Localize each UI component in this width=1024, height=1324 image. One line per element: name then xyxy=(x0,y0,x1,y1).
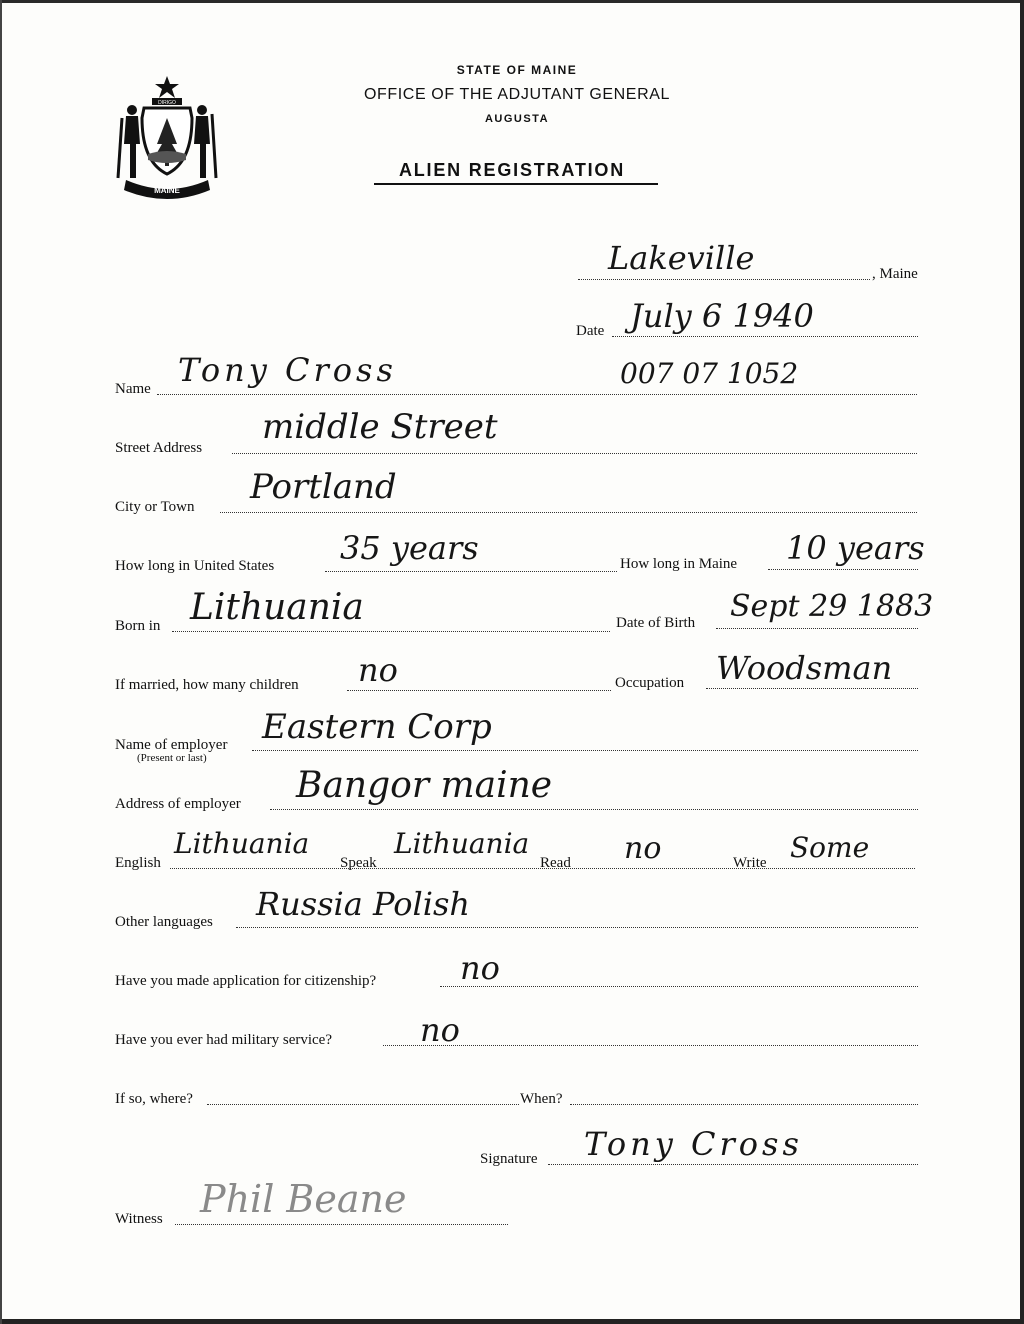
other-languages-label: Other languages xyxy=(115,914,213,930)
scan-edge-top xyxy=(0,0,1024,3)
city-label: City or Town xyxy=(115,499,195,515)
name-label: Name xyxy=(115,381,151,397)
maine-years-dots xyxy=(768,569,918,570)
us-years-label: How long in United States xyxy=(115,558,275,574)
employer-address-value: Bangor maine xyxy=(296,765,553,806)
occupation-label: Occupation xyxy=(615,675,685,691)
military-dots xyxy=(383,1045,918,1046)
date-dots xyxy=(612,336,918,337)
dob-dots xyxy=(716,628,918,629)
where-dots xyxy=(207,1104,519,1105)
header-office: OFFICE OF THE ADJUTANT GENERAL xyxy=(363,86,671,103)
street-label: Street Address xyxy=(115,440,203,456)
title-underline xyxy=(374,183,658,185)
other-languages-dots xyxy=(236,927,918,928)
street-dots xyxy=(232,453,917,454)
born-in-dots xyxy=(172,631,610,632)
town-label: , Maine xyxy=(872,266,918,282)
when-dots xyxy=(570,1104,918,1105)
born-in-value: Lithuania xyxy=(190,587,364,628)
us-years-dots xyxy=(325,571,617,572)
signature-label: Signature xyxy=(480,1151,538,1167)
scan-edge-left xyxy=(0,0,2,1324)
occupation-value: Woodsman xyxy=(716,649,893,687)
read-label: Read xyxy=(540,855,571,871)
write-label: Write xyxy=(733,855,767,871)
military-value: no xyxy=(420,1011,460,1049)
scan-edge-right xyxy=(1020,0,1024,1324)
employer-value: Eastern Corp xyxy=(262,707,492,747)
children-label: If married, how many children xyxy=(115,677,299,693)
city-value: Portland xyxy=(250,467,397,507)
dob-label: Date of Birth xyxy=(616,615,696,631)
witness-label: Witness xyxy=(115,1211,163,1227)
citizenship-dots xyxy=(440,986,918,987)
name-dots xyxy=(157,394,917,395)
citizenship-value: no xyxy=(460,949,500,987)
employer-dots xyxy=(252,750,918,751)
english-label: English xyxy=(115,855,161,871)
maine-years-label: How long in Maine xyxy=(620,556,738,572)
children-dots xyxy=(347,690,611,691)
speak-value: Lithuania xyxy=(394,827,530,860)
write-value: Some xyxy=(790,831,870,864)
street-value: middle Street xyxy=(262,407,498,447)
header-city: AUGUSTA xyxy=(484,113,550,125)
maine-years-value: 10 years xyxy=(786,529,925,567)
scan-edge-bottom xyxy=(0,1319,1024,1324)
employer-address-dots xyxy=(270,809,918,810)
town-value: Lakeville xyxy=(608,239,755,277)
name-number-value: 007 07 1052 xyxy=(620,357,799,390)
us-years-value: 35 years xyxy=(340,529,479,567)
employer-sublabel: (Present or last) xyxy=(137,752,207,764)
witness-dots xyxy=(175,1224,508,1225)
header-state: STATE OF MAINE xyxy=(456,63,578,77)
form-title: ALIEN REGISTRATION xyxy=(398,160,626,180)
when-label: When? xyxy=(520,1091,563,1107)
children-value: no xyxy=(358,651,398,689)
born-in-label: Born in xyxy=(115,618,161,634)
military-label: Have you ever had military service? xyxy=(115,1032,332,1048)
occupation-dots xyxy=(706,688,918,689)
witness-value: Phil Beane xyxy=(200,1177,407,1221)
dob-value: Sept 29 1883 xyxy=(730,589,934,624)
date-value: July 6 1940 xyxy=(630,297,814,335)
employer-address-label: Address of employer xyxy=(115,796,241,812)
employer-label: Name of employer xyxy=(115,737,228,753)
read-value: no xyxy=(624,831,662,866)
signature-dots xyxy=(548,1164,918,1165)
english-value: Lithuania xyxy=(174,827,310,860)
signature-value: Tony Cross xyxy=(584,1125,803,1163)
date-label: Date xyxy=(576,323,605,339)
city-dots xyxy=(220,512,917,513)
town-dots xyxy=(578,279,870,280)
svg-text:DIRIGO: DIRIGO xyxy=(158,100,176,106)
name-value: Tony Cross xyxy=(178,351,397,389)
citizenship-label: Have you made application for citizenship? xyxy=(115,973,377,989)
other-languages-value: Russia Polish xyxy=(256,885,471,923)
svg-text:MAINE: MAINE xyxy=(154,186,180,195)
speak-label: Speak xyxy=(340,855,377,871)
where-label: If so, where? xyxy=(115,1091,193,1107)
